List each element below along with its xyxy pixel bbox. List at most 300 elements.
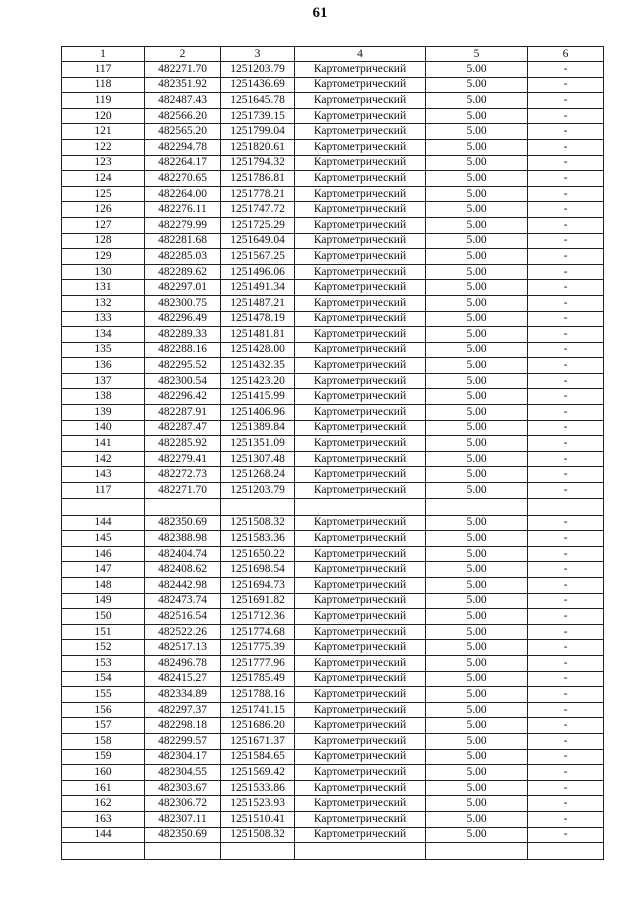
y-coordinate-cell: 1251436.69 — [221, 77, 295, 93]
y-coordinate-cell: 1251432.35 — [221, 358, 295, 374]
accuracy-cell: 5.00 — [426, 796, 528, 812]
method-cell: Картометрический — [295, 311, 426, 327]
method-cell: Картометрический — [295, 718, 426, 734]
y-coordinate-cell: 1251650.22 — [221, 546, 295, 562]
point-number-cell: 148 — [62, 578, 145, 594]
note-cell: - — [528, 233, 604, 249]
x-coordinate-cell: 482350.69 — [145, 827, 221, 843]
point-number-cell: 142 — [62, 451, 145, 467]
method-cell: Картометрический — [295, 124, 426, 140]
column-number-cell: 5 — [426, 47, 528, 62]
point-number-cell: 141 — [62, 436, 145, 452]
point-number-cell: 159 — [62, 749, 145, 765]
method-cell: Картометрический — [295, 655, 426, 671]
method-cell: Картометрический — [295, 467, 426, 483]
note-cell: - — [528, 139, 604, 155]
method-cell: Картометрический — [295, 202, 426, 218]
point-number-cell: 137 — [62, 373, 145, 389]
accuracy-cell: 5.00 — [426, 280, 528, 296]
method-cell: Картометрический — [295, 640, 426, 656]
contour-separator-row — [62, 498, 604, 515]
coordinates-table-body — [62, 47, 604, 860]
y-coordinate-cell: 1251799.04 — [221, 124, 295, 140]
y-coordinate-cell: 1251788.16 — [221, 687, 295, 703]
x-coordinate-cell: 482264.17 — [145, 155, 221, 171]
x-coordinate-cell: 482300.54 — [145, 373, 221, 389]
method-cell: Картометрический — [295, 295, 426, 311]
table-row — [62, 77, 604, 93]
accuracy-cell: 5.00 — [426, 515, 528, 531]
method-cell: Картометрический — [295, 139, 426, 155]
table-row — [62, 827, 604, 843]
accuracy-cell: 5.00 — [426, 733, 528, 749]
method-cell: Картометрический — [295, 811, 426, 827]
x-coordinate-cell: 482442.98 — [145, 578, 221, 594]
point-number-cell: 144 — [62, 515, 145, 531]
separator-cell — [295, 498, 426, 515]
method-cell: Картометрический — [295, 562, 426, 578]
note-cell: - — [528, 827, 604, 843]
y-coordinate-cell: 1251508.32 — [221, 515, 295, 531]
point-number-cell: 145 — [62, 531, 145, 547]
method-cell: Картометрический — [295, 593, 426, 609]
table-row — [62, 171, 604, 187]
table-row — [62, 420, 604, 436]
accuracy-cell: 5.00 — [426, 327, 528, 343]
table-row — [62, 280, 604, 296]
separator-cell — [528, 498, 604, 515]
table-row — [62, 342, 604, 358]
note-cell: - — [528, 796, 604, 812]
table-row — [62, 217, 604, 233]
point-number-cell: 136 — [62, 358, 145, 374]
method-cell: Картометрический — [295, 327, 426, 343]
table-row — [62, 718, 604, 734]
table-row — [62, 124, 604, 140]
method-cell: Картометрический — [295, 780, 426, 796]
point-number-cell: 127 — [62, 217, 145, 233]
x-coordinate-cell: 482388.98 — [145, 531, 221, 547]
method-cell: Картометрический — [295, 671, 426, 687]
y-coordinate-cell: 1251533.86 — [221, 780, 295, 796]
table-row — [62, 624, 604, 640]
y-coordinate-cell: 1251785.49 — [221, 671, 295, 687]
table-row — [62, 702, 604, 718]
y-coordinate-cell: 1251389.84 — [221, 420, 295, 436]
method-cell: Картометрический — [295, 749, 426, 765]
accuracy-cell: 5.00 — [426, 655, 528, 671]
accuracy-cell: 5.00 — [426, 531, 528, 547]
method-cell: Картометрический — [295, 62, 426, 78]
point-number-cell: 144 — [62, 827, 145, 843]
note-cell: - — [528, 640, 604, 656]
table-row — [62, 578, 604, 594]
note-cell: - — [528, 358, 604, 374]
table-row — [62, 609, 604, 625]
note-cell: - — [528, 280, 604, 296]
method-cell: Картометрический — [295, 702, 426, 718]
method-cell: Картометрический — [295, 249, 426, 265]
accuracy-cell: 5.00 — [426, 93, 528, 109]
accuracy-cell: 5.00 — [426, 671, 528, 687]
table-row — [62, 233, 604, 249]
table-row — [62, 155, 604, 171]
point-number-cell: 118 — [62, 77, 145, 93]
y-coordinate-cell: 1251820.61 — [221, 139, 295, 155]
y-coordinate-cell: 1251307.48 — [221, 451, 295, 467]
accuracy-cell: 5.00 — [426, 765, 528, 781]
note-cell: - — [528, 93, 604, 109]
note-cell: - — [528, 436, 604, 452]
point-number-cell: 150 — [62, 609, 145, 625]
x-coordinate-cell: 482287.47 — [145, 420, 221, 436]
accuracy-cell: 5.00 — [426, 295, 528, 311]
table-row — [62, 373, 604, 389]
accuracy-cell: 5.00 — [426, 124, 528, 140]
method-cell: Картометрический — [295, 765, 426, 781]
y-coordinate-cell: 1251428.00 — [221, 342, 295, 358]
accuracy-cell: 5.00 — [426, 827, 528, 843]
method-cell: Картометрический — [295, 342, 426, 358]
note-cell: - — [528, 671, 604, 687]
method-cell: Картометрический — [295, 108, 426, 124]
method-cell: Картометрический — [295, 186, 426, 202]
x-coordinate-cell: 482285.92 — [145, 436, 221, 452]
method-cell: Картометрический — [295, 436, 426, 452]
method-cell: Картометрический — [295, 483, 426, 499]
y-coordinate-cell: 1251203.79 — [221, 483, 295, 499]
table-row — [62, 295, 604, 311]
table-row — [62, 358, 604, 374]
accuracy-cell: 5.00 — [426, 702, 528, 718]
table-row — [62, 327, 604, 343]
y-coordinate-cell: 1251686.20 — [221, 718, 295, 734]
method-cell: Картометрический — [295, 733, 426, 749]
point-number-cell: 153 — [62, 655, 145, 671]
table-row — [62, 264, 604, 280]
note-cell: - — [528, 327, 604, 343]
point-number-cell: 158 — [62, 733, 145, 749]
x-coordinate-cell: 482566.20 — [145, 108, 221, 124]
y-coordinate-cell: 1251786.81 — [221, 171, 295, 187]
point-number-cell: 140 — [62, 420, 145, 436]
accuracy-cell: 5.00 — [426, 373, 528, 389]
note-cell: - — [528, 217, 604, 233]
x-coordinate-cell: 482517.13 — [145, 640, 221, 656]
accuracy-cell: 5.00 — [426, 483, 528, 499]
point-number-cell: 138 — [62, 389, 145, 405]
y-coordinate-cell: 1251725.29 — [221, 217, 295, 233]
x-coordinate-cell: 482300.75 — [145, 295, 221, 311]
empty-cell — [426, 843, 528, 860]
x-coordinate-cell: 482298.18 — [145, 718, 221, 734]
x-coordinate-cell: 482408.62 — [145, 562, 221, 578]
note-cell: - — [528, 687, 604, 703]
note-cell: - — [528, 562, 604, 578]
table-row — [62, 671, 604, 687]
x-coordinate-cell: 482296.42 — [145, 389, 221, 405]
method-cell: Картометрический — [295, 578, 426, 594]
point-number-cell: 143 — [62, 467, 145, 483]
x-coordinate-cell: 482272.73 — [145, 467, 221, 483]
x-coordinate-cell: 482303.67 — [145, 780, 221, 796]
y-coordinate-cell: 1251423.20 — [221, 373, 295, 389]
x-coordinate-cell: 482288.16 — [145, 342, 221, 358]
point-number-cell: 163 — [62, 811, 145, 827]
y-coordinate-cell: 1251747.72 — [221, 202, 295, 218]
accuracy-cell: 5.00 — [426, 640, 528, 656]
y-coordinate-cell: 1251583.36 — [221, 531, 295, 547]
note-cell: - — [528, 718, 604, 734]
point-number-cell: 122 — [62, 139, 145, 155]
y-coordinate-cell: 1251775.39 — [221, 640, 295, 656]
y-coordinate-cell: 1251478.19 — [221, 311, 295, 327]
note-cell: - — [528, 749, 604, 765]
note-cell: - — [528, 389, 604, 405]
note-cell: - — [528, 373, 604, 389]
point-number-cell: 132 — [62, 295, 145, 311]
method-cell: Картометрический — [295, 358, 426, 374]
table-row — [62, 515, 604, 531]
accuracy-cell: 5.00 — [426, 436, 528, 452]
method-cell: Картометрический — [295, 77, 426, 93]
point-number-cell: 149 — [62, 593, 145, 609]
x-coordinate-cell: 482351.92 — [145, 77, 221, 93]
note-cell: - — [528, 655, 604, 671]
point-number-cell: 161 — [62, 780, 145, 796]
x-coordinate-cell: 482271.70 — [145, 483, 221, 499]
note-cell: - — [528, 155, 604, 171]
note-cell: - — [528, 765, 604, 781]
accuracy-cell: 5.00 — [426, 171, 528, 187]
note-cell: - — [528, 249, 604, 265]
accuracy-cell: 5.00 — [426, 687, 528, 703]
accuracy-cell: 5.00 — [426, 202, 528, 218]
x-coordinate-cell: 482264.00 — [145, 186, 221, 202]
y-coordinate-cell: 1251351.09 — [221, 436, 295, 452]
y-coordinate-cell: 1251778.21 — [221, 186, 295, 202]
method-cell: Картометрический — [295, 155, 426, 171]
point-number-cell: 155 — [62, 687, 145, 703]
note-cell: - — [528, 780, 604, 796]
note-cell: - — [528, 295, 604, 311]
table-row — [62, 405, 604, 421]
accuracy-cell: 5.00 — [426, 624, 528, 640]
y-coordinate-cell: 1251645.78 — [221, 93, 295, 109]
method-cell: Картометрический — [295, 451, 426, 467]
table-row — [62, 202, 604, 218]
x-coordinate-cell: 482516.54 — [145, 609, 221, 625]
accuracy-cell: 5.00 — [426, 139, 528, 155]
note-cell: - — [528, 264, 604, 280]
y-coordinate-cell: 1251567.25 — [221, 249, 295, 265]
coordinates-table — [61, 46, 604, 860]
accuracy-cell: 5.00 — [426, 108, 528, 124]
method-cell: Картометрический — [295, 624, 426, 640]
note-cell: - — [528, 546, 604, 562]
accuracy-cell: 5.00 — [426, 62, 528, 78]
accuracy-cell: 5.00 — [426, 233, 528, 249]
x-coordinate-cell: 482297.37 — [145, 702, 221, 718]
x-coordinate-cell: 482565.20 — [145, 124, 221, 140]
note-cell: - — [528, 811, 604, 827]
accuracy-cell: 5.00 — [426, 358, 528, 374]
point-number-cell: 129 — [62, 249, 145, 265]
accuracy-cell: 5.00 — [426, 578, 528, 594]
point-number-cell: 146 — [62, 546, 145, 562]
point-number-cell: 135 — [62, 342, 145, 358]
table-row — [62, 467, 604, 483]
accuracy-cell: 5.00 — [426, 249, 528, 265]
accuracy-cell: 5.00 — [426, 451, 528, 467]
table-row — [62, 687, 604, 703]
y-coordinate-cell: 1251510.41 — [221, 811, 295, 827]
y-coordinate-cell: 1251777.96 — [221, 655, 295, 671]
column-number-cell: 2 — [145, 47, 221, 62]
point-number-cell: 133 — [62, 311, 145, 327]
point-number-cell: 134 — [62, 327, 145, 343]
point-number-cell: 130 — [62, 264, 145, 280]
table-row — [62, 593, 604, 609]
separator-cell — [221, 498, 295, 515]
point-number-cell: 123 — [62, 155, 145, 171]
note-cell: - — [528, 467, 604, 483]
table-row — [62, 765, 604, 781]
note-cell: - — [528, 483, 604, 499]
point-number-cell: 151 — [62, 624, 145, 640]
method-cell: Картометрический — [295, 264, 426, 280]
point-number-cell: 126 — [62, 202, 145, 218]
accuracy-cell: 5.00 — [426, 77, 528, 93]
method-cell: Картометрический — [295, 280, 426, 296]
point-number-cell: 128 — [62, 233, 145, 249]
accuracy-cell: 5.00 — [426, 593, 528, 609]
x-coordinate-cell: 482487.43 — [145, 93, 221, 109]
point-number-cell: 125 — [62, 186, 145, 202]
x-coordinate-cell: 482306.72 — [145, 796, 221, 812]
table-row — [62, 389, 604, 405]
table-row — [62, 640, 604, 656]
column-number-cell: 1 — [62, 47, 145, 62]
table-row — [62, 562, 604, 578]
table-row — [62, 436, 604, 452]
accuracy-cell: 5.00 — [426, 546, 528, 562]
empty-cell — [145, 843, 221, 860]
accuracy-cell: 5.00 — [426, 311, 528, 327]
y-coordinate-cell: 1251794.32 — [221, 155, 295, 171]
table-row — [62, 62, 604, 78]
x-coordinate-cell: 482289.62 — [145, 264, 221, 280]
column-number-cell: 6 — [528, 47, 604, 62]
method-cell: Картометрический — [295, 420, 426, 436]
x-coordinate-cell: 482304.55 — [145, 765, 221, 781]
table-row — [62, 311, 604, 327]
x-coordinate-cell: 482287.91 — [145, 405, 221, 421]
method-cell: Картометрический — [295, 796, 426, 812]
point-number-cell: 119 — [62, 93, 145, 109]
y-coordinate-cell: 1251491.34 — [221, 280, 295, 296]
note-cell: - — [528, 77, 604, 93]
y-coordinate-cell: 1251268.24 — [221, 467, 295, 483]
y-coordinate-cell: 1251649.04 — [221, 233, 295, 249]
note-cell: - — [528, 405, 604, 421]
x-coordinate-cell: 482289.33 — [145, 327, 221, 343]
column-number-cell: 3 — [221, 47, 295, 62]
point-number-cell: 139 — [62, 405, 145, 421]
x-coordinate-cell: 482334.89 — [145, 687, 221, 703]
y-coordinate-cell: 1251691.82 — [221, 593, 295, 609]
y-coordinate-cell: 1251741.15 — [221, 702, 295, 718]
note-cell: - — [528, 311, 604, 327]
method-cell: Картометрический — [295, 373, 426, 389]
table-row — [62, 546, 604, 562]
method-cell: Картометрический — [295, 827, 426, 843]
accuracy-cell: 5.00 — [426, 749, 528, 765]
accuracy-cell: 5.00 — [426, 264, 528, 280]
accuracy-cell: 5.00 — [426, 186, 528, 202]
note-cell: - — [528, 531, 604, 547]
page-number: 61 — [312, 5, 328, 21]
accuracy-cell: 5.00 — [426, 811, 528, 827]
note-cell: - — [528, 171, 604, 187]
y-coordinate-cell: 1251203.79 — [221, 62, 295, 78]
note-cell: - — [528, 124, 604, 140]
note-cell: - — [528, 702, 604, 718]
table-row — [62, 139, 604, 155]
accuracy-cell: 5.00 — [426, 609, 528, 625]
x-coordinate-cell: 482415.27 — [145, 671, 221, 687]
x-coordinate-cell: 482270.65 — [145, 171, 221, 187]
table-row — [62, 780, 604, 796]
empty-cell — [295, 843, 426, 860]
separator-cell — [62, 498, 145, 515]
note-cell: - — [528, 733, 604, 749]
note-cell: - — [528, 108, 604, 124]
point-number-cell: 121 — [62, 124, 145, 140]
y-coordinate-cell: 1251569.42 — [221, 765, 295, 781]
method-cell: Картометрический — [295, 233, 426, 249]
note-cell: - — [528, 342, 604, 358]
point-number-cell: 124 — [62, 171, 145, 187]
y-coordinate-cell: 1251481.81 — [221, 327, 295, 343]
y-coordinate-cell: 1251496.06 — [221, 264, 295, 280]
x-coordinate-cell: 482304.17 — [145, 749, 221, 765]
table-row — [62, 249, 604, 265]
table-row — [62, 796, 604, 812]
x-coordinate-cell: 482297.01 — [145, 280, 221, 296]
point-number-cell: 117 — [62, 483, 145, 499]
accuracy-cell: 5.00 — [426, 405, 528, 421]
separator-cell — [145, 498, 221, 515]
y-coordinate-cell: 1251671.37 — [221, 733, 295, 749]
x-coordinate-cell: 482307.11 — [145, 811, 221, 827]
accuracy-cell: 5.00 — [426, 155, 528, 171]
accuracy-cell: 5.00 — [426, 718, 528, 734]
y-coordinate-cell: 1251694.73 — [221, 578, 295, 594]
x-coordinate-cell: 482350.69 — [145, 515, 221, 531]
note-cell: - — [528, 515, 604, 531]
x-coordinate-cell: 482295.52 — [145, 358, 221, 374]
note-cell: - — [528, 451, 604, 467]
point-number-cell: 162 — [62, 796, 145, 812]
point-number-cell: 131 — [62, 280, 145, 296]
y-coordinate-cell: 1251406.96 — [221, 405, 295, 421]
x-coordinate-cell: 482296.49 — [145, 311, 221, 327]
x-coordinate-cell: 482279.99 — [145, 217, 221, 233]
x-coordinate-cell: 482294.78 — [145, 139, 221, 155]
empty-cell — [62, 843, 145, 860]
note-cell: - — [528, 420, 604, 436]
